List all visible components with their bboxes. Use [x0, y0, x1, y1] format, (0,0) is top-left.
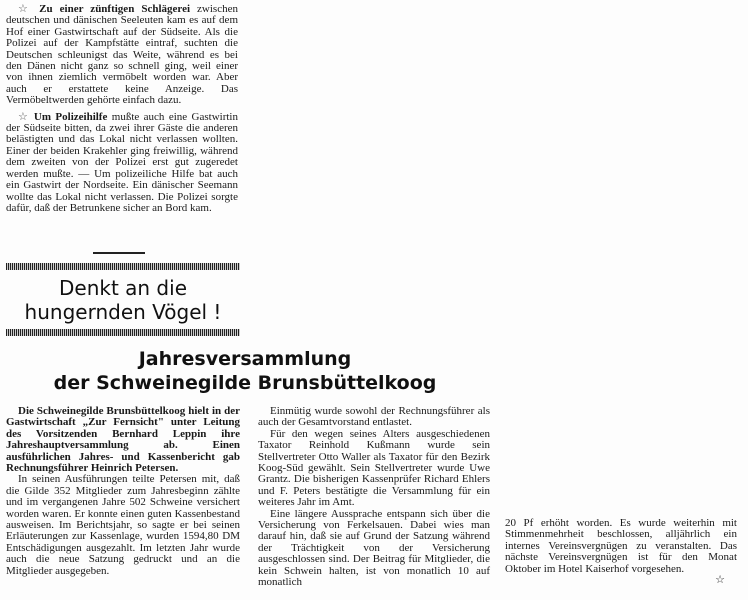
- article-lead: Die Schweinegilde Brunsbüttelkoog hielt in der Gastwirtschaft „Zur Fernsicht" unter Leitung des Vorsitzenden Bernhard Leppin ihre Jahreshauptversammlung ab. Einen ausführlichen Jahres- und Kassenbericht gab Rechnungsführer Heinrich Petersen.: [6, 405, 240, 475]
- bird-notice-line1: Denkt an die: [58, 276, 187, 300]
- article-headline: Jahresversammlung der Schweinegilde Brunsbüttelkoog: [53, 348, 437, 394]
- article-column-1: [6, 406, 240, 577]
- hatched-border-top: [6, 263, 240, 270]
- article-paragraph: Einmütig wurde sowohl der Rechnungsführer als auch der Gesamtvorstand entlastet.: [258, 405, 490, 429]
- article-paragraph: In seinen Ausführungen teilte Petersen mit, daß die Gilde 352 Mitglieder zum Jahresbeginn zählte und im vergangenen Jahre 502 Schweine versichert worden waren. Er konnte einen guten Kassenbestand ausweisen. Im Berichtsjahr, so sagte er bei seinen Erläuterungen zur Kassenlage, wurden 1594,80 DM Entschädigungen ausgezahlt. Im letzten Jahr wurde auch die neue Satzung gedruckt und an die Mitglieder ausgegeben.: [6, 473, 240, 577]
- star-icon: ☆: [18, 3, 33, 15]
- article-paragraph: Eine längere Aussprache entspann sich über die Versicherung von Ferkelsauen. Dabei wies man darauf hin, daß sie auf Grund der Satzung während der Trächtigkeit von der Versicherung ausgeschlossen sind. Der Beitrag für Mitglieder, die kein Schwein halten, ist von monatlich 10 auf monatlich: [258, 507, 490, 589]
- hatched-border-bottom: [6, 329, 240, 336]
- star-icon: ☆: [18, 110, 30, 123]
- article-paragraph: Für den wegen seines Alters ausgeschiedenen Taxator Reinhold Kußmann wurde sein Stellvertreter Otto Waller als Taxator für den Bezirk Koog-Süd gewählt. Sein Stellvertreter wurde Uwe Grantz. Die bisherigen Kassenprüfer Richard Ehlers und F. Peters bestätigte die Versammlung für ein weiteres Jahr im Amt.: [258, 427, 490, 509]
- bird-notice-line2: hungernden Vögel !: [24, 300, 222, 324]
- local-news-column: [6, 4, 238, 214]
- notice-brawl: ☆ Zu einer zünftigen Schlägerei zwischen deutschen und dänischen Seeleuten kam es auf dem Hof einer Gastwirtschaft auf der Südseite. Als die Polizei auf der Kampfstätte eintraf, suchten die Deutschen schleunigst das Weite, während es bei den Dänen nicht ganz so schnell ging, weil einer von ihnen ziemlich vermöbelt worden war. Aber auch er erstattete keine Anzeige. Das Vermöbeltwerden gehörte einfach dazu.: [6, 3, 238, 107]
- article-paragraph: 20 Pf erhöht worden. Es wurde weiterhin mit Stimmenmehrheit beschlossen, alljährlich ein internes Vereinsvergnügen zu veranstalten. Das nächste Vereinsvergnügen ist für den Monat Oktober im Hotel Kaiserhof vorgesehen.: [505, 517, 737, 575]
- article-column-3: [505, 518, 737, 586]
- separator-rule: [93, 252, 145, 254]
- bird-notice-box: [6, 263, 240, 345]
- notice-police-help: ☆ Um Polizeihilfe mußte auch eine Gastwirtin der Südseite bitten, da zwei ihrer Gäste die anderen belästigten und das Lokal nicht verlassen wollten. Einer der beiden Krakehler ging freiwillig, während dem zweiten von der Polizei erst gut zugeredet werden mußte. — Um polizeiliche Hilfe bat auch ein Gastwirt der Nordseite. Ein dänischer Seemann wollte das Lokal nicht verlassen. Die Polizei sorgte dafür, daß der Betrunkene sicher an Bord kam.: [6, 110, 238, 214]
- article-column-2: [258, 406, 490, 589]
- star-icon: ☆: [715, 574, 725, 587]
